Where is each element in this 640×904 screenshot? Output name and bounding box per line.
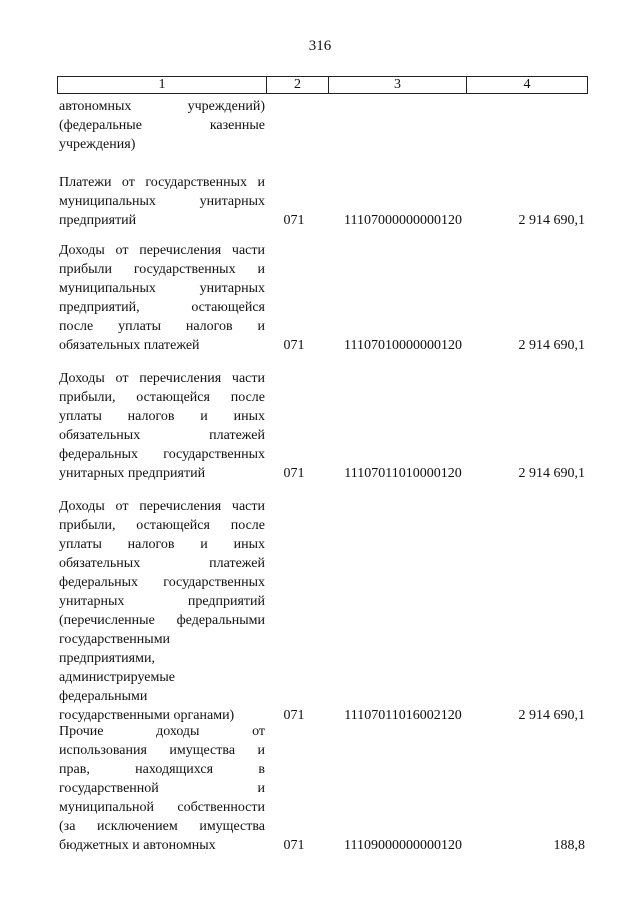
description-line: учреждения) bbox=[59, 137, 136, 152]
description-line: государственными органами) bbox=[59, 708, 235, 723]
description-line: (перечисленные федеральными bbox=[59, 613, 265, 628]
description-line: прибыли, остающейся после bbox=[59, 518, 265, 533]
amount: 2 914 690,1 bbox=[518, 466, 585, 481]
description-line: бюджетных и автономных bbox=[59, 838, 216, 853]
description-line: федеральных государственных bbox=[59, 447, 265, 462]
description-line: после уплаты налогов и bbox=[59, 319, 265, 334]
description-line: муниципальной собственности bbox=[59, 800, 265, 815]
description-line: (федеральные казенные bbox=[59, 118, 265, 133]
row-description bbox=[59, 369, 265, 483]
description-line: автономных учреждений) bbox=[59, 99, 265, 114]
description-line: предприятиями, bbox=[59, 651, 155, 666]
description-line: Доходы от перечисления части bbox=[59, 499, 265, 514]
description-line: государственными bbox=[59, 632, 171, 647]
description-line: (за исключением имущества bbox=[59, 819, 265, 834]
description-line: предприятий, остающейся bbox=[59, 300, 265, 315]
revenue-code: 11107000000000120 bbox=[344, 213, 462, 228]
revenue-code: 11107011010000120 bbox=[344, 466, 462, 481]
revenue-code: 11109000000000120 bbox=[344, 838, 462, 853]
description-line: унитарных предприятий bbox=[59, 594, 265, 609]
description-line: Доходы от перечисления части bbox=[59, 371, 265, 386]
description-line: Прочие доходы от bbox=[59, 724, 265, 739]
column-header-row bbox=[57, 76, 588, 94]
description-line: использования имущества и bbox=[59, 743, 265, 758]
column-header-1: 1 bbox=[58, 77, 267, 94]
description-line: прибыли, остающейся после bbox=[59, 390, 265, 405]
description-line: предприятий bbox=[59, 213, 137, 228]
description-line: администрируемые bbox=[59, 670, 175, 685]
description-line: прав, находящихся в bbox=[59, 762, 265, 777]
description-line: государственной и bbox=[59, 781, 265, 796]
row-description bbox=[59, 173, 265, 230]
admin-code: 071 bbox=[283, 213, 305, 228]
description-line: федеральных государственных bbox=[59, 575, 265, 590]
amount: 188,8 bbox=[553, 838, 585, 853]
description-line: обязательных платежей bbox=[59, 428, 265, 443]
description-line: уплаты налогов и иных bbox=[59, 409, 265, 424]
description-line: Доходы от перечисления части bbox=[59, 243, 265, 258]
row-description bbox=[59, 97, 265, 154]
description-line: унитарных предприятий bbox=[59, 466, 206, 481]
description-line: федеральными bbox=[59, 689, 148, 704]
column-header-3: 3 bbox=[329, 77, 467, 94]
admin-code: 071 bbox=[283, 708, 305, 723]
description-line: Платежи от государственных и bbox=[59, 175, 265, 190]
description-line: обязательных платежей bbox=[59, 338, 200, 353]
description-line: муниципальных унитарных bbox=[59, 281, 265, 296]
description-line: обязательных платежей bbox=[59, 556, 265, 571]
row-description bbox=[59, 241, 265, 355]
admin-code: 071 bbox=[283, 838, 305, 853]
amount: 2 914 690,1 bbox=[518, 708, 585, 723]
column-header-4: 4 bbox=[467, 77, 588, 94]
page-number: 316 bbox=[308, 38, 332, 54]
amount: 2 914 690,1 bbox=[518, 213, 585, 228]
admin-code: 071 bbox=[283, 338, 305, 353]
description-line: уплаты налогов и иных bbox=[59, 537, 265, 552]
description-line: муниципальных унитарных bbox=[59, 194, 265, 209]
admin-code: 071 bbox=[283, 466, 305, 481]
revenue-code: 11107011016002120 bbox=[344, 708, 462, 723]
row-description bbox=[59, 722, 265, 855]
revenue-code: 11107010000000120 bbox=[344, 338, 462, 353]
column-header-2: 2 bbox=[267, 77, 329, 94]
row-description bbox=[59, 497, 265, 725]
amount: 2 914 690,1 bbox=[518, 338, 585, 353]
description-line: прибыли государственных и bbox=[59, 262, 265, 277]
